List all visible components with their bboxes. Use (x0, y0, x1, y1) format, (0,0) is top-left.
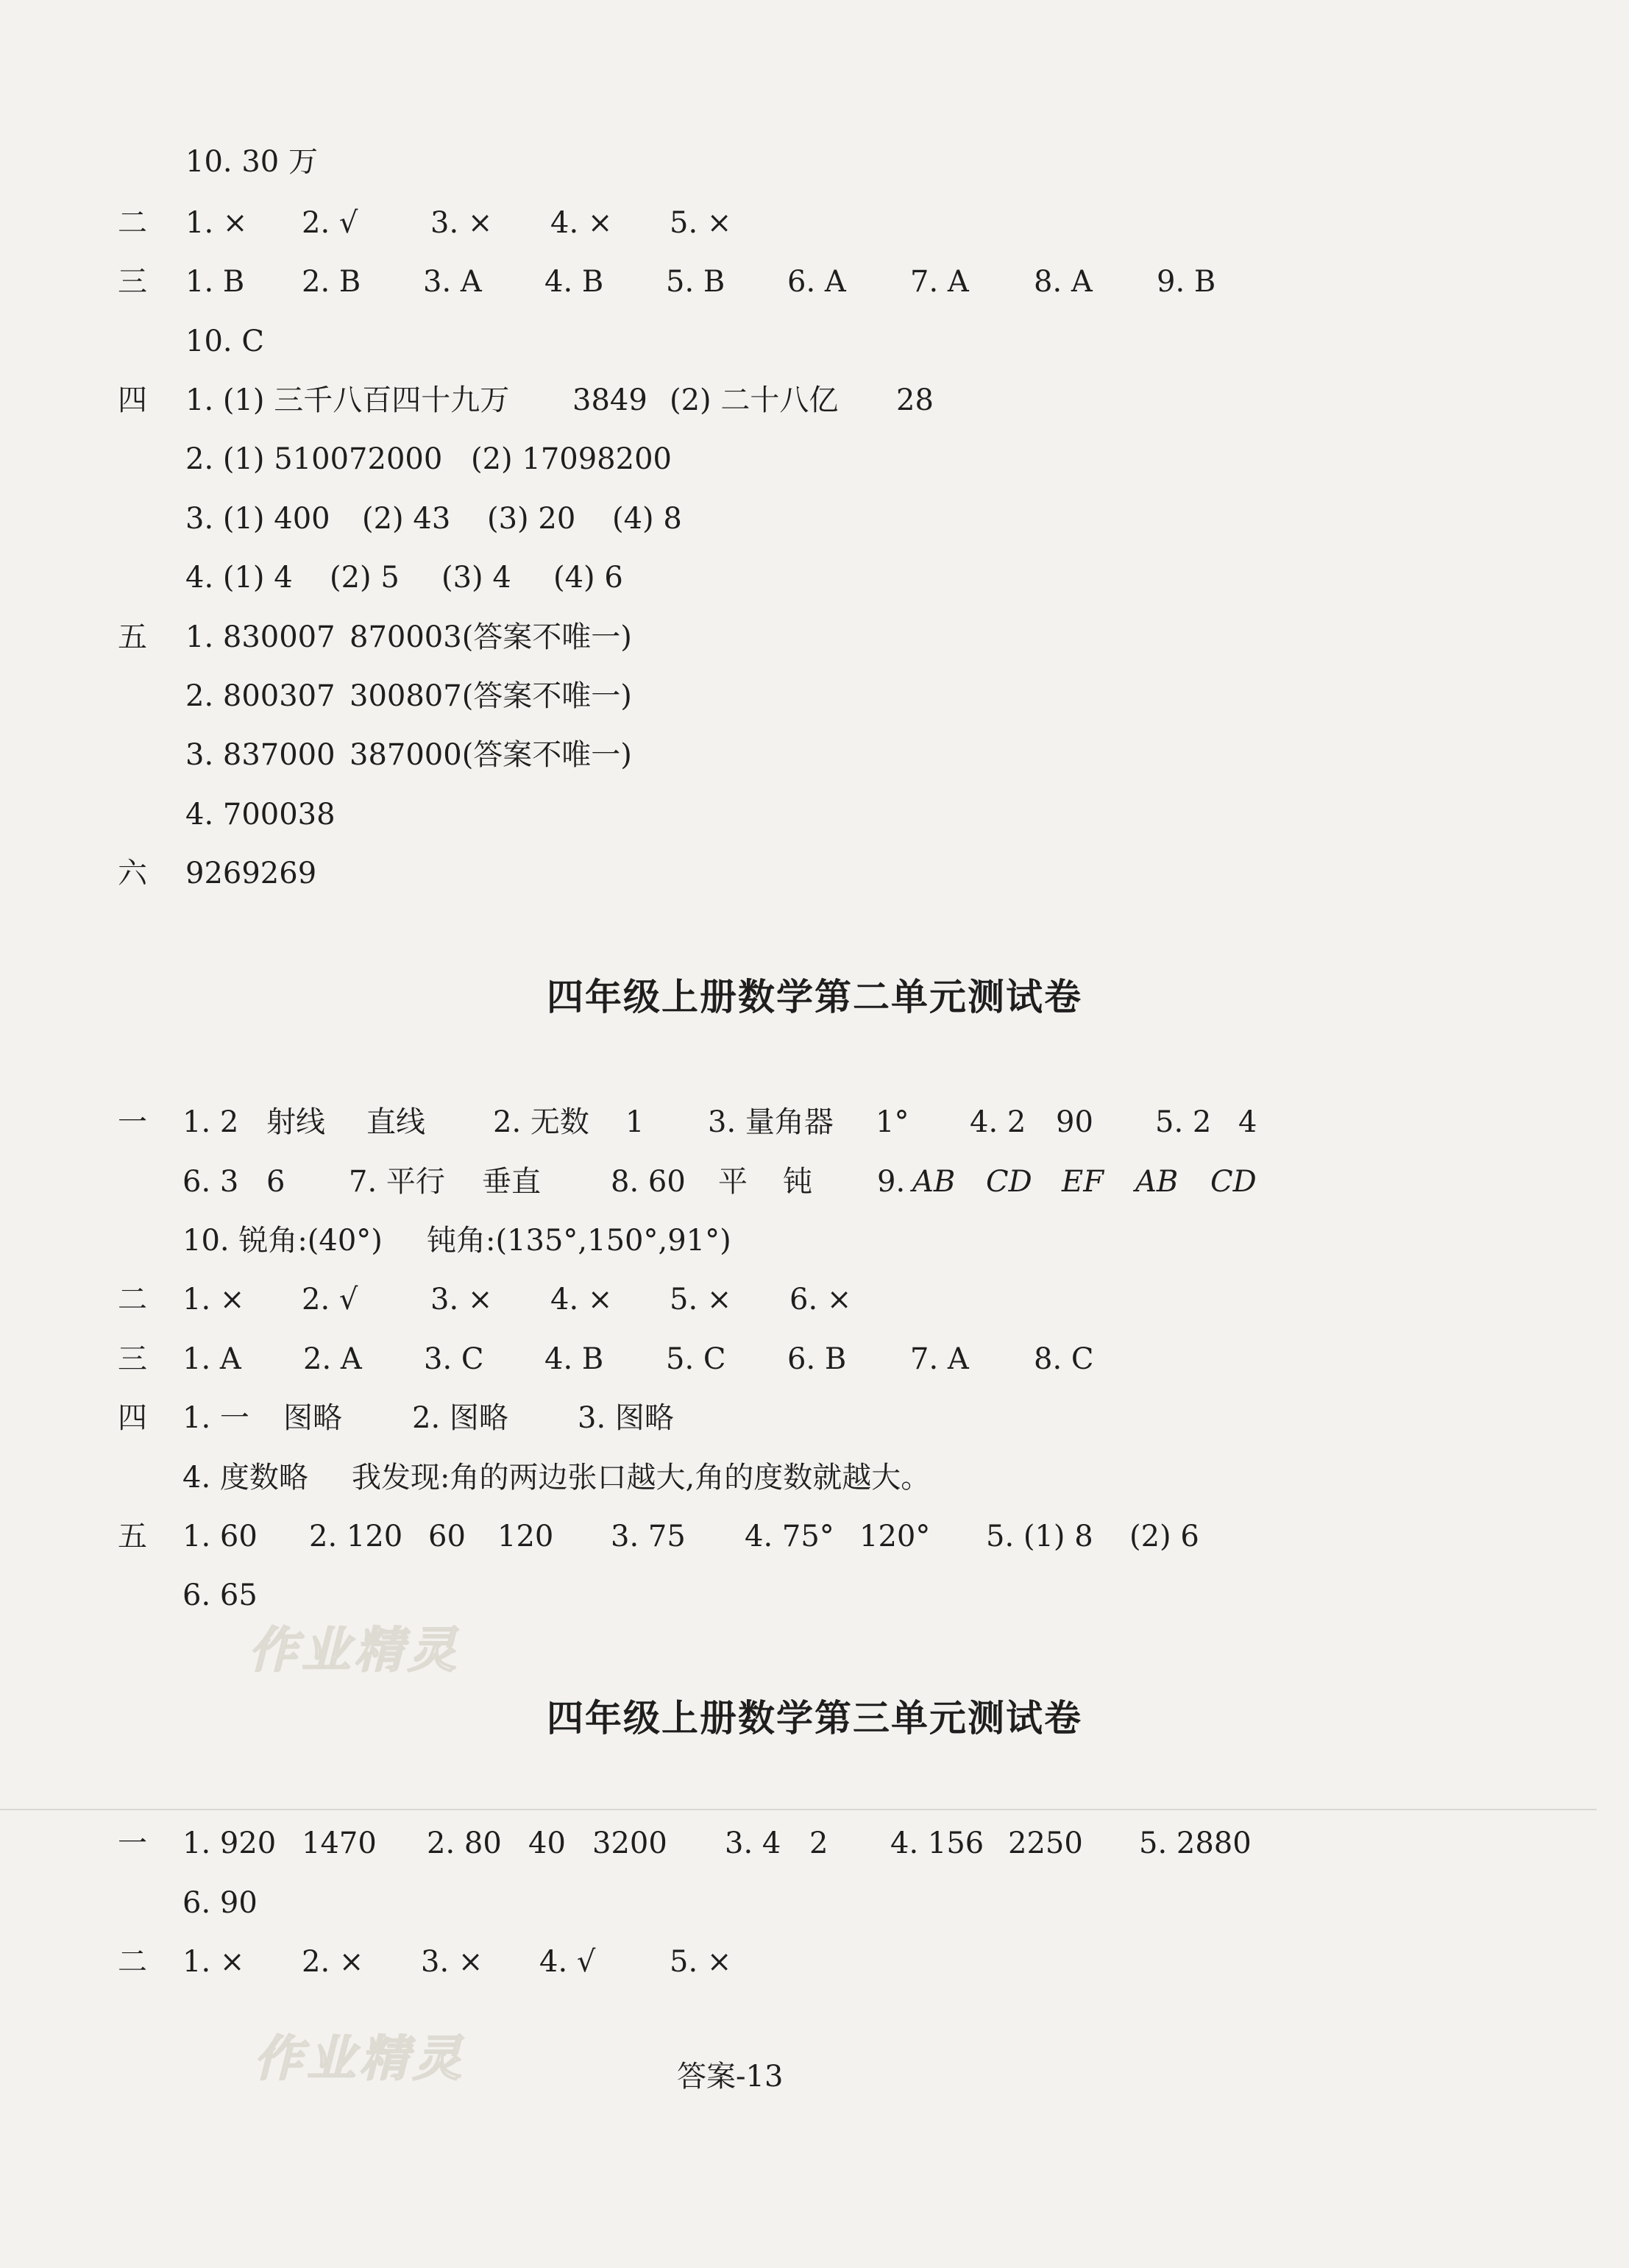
answer: 387000(答案不唯一) (349, 738, 632, 772)
answer: 4. B (544, 1342, 604, 1376)
answer: 3. A (423, 265, 482, 299)
answer: 3. (1) 400 (185, 502, 330, 536)
answer: 3. 75 (611, 1520, 686, 1553)
answer: 钝 (783, 1165, 812, 1199)
answer: 1. × (182, 1945, 245, 1979)
section-label: 一 (118, 1826, 147, 1860)
answer: 60 (428, 1520, 466, 1553)
answer: 5. B (666, 265, 725, 299)
answer: 1. A (182, 1342, 241, 1376)
answer: 90 (1056, 1105, 1093, 1139)
answer: (3) 20 (487, 502, 576, 536)
section-label: 四 (118, 1401, 147, 1435)
answer: 2. 800307 (185, 679, 336, 713)
answer: 5. 2 (1155, 1105, 1212, 1139)
answer: 2 (809, 1826, 828, 1860)
answer: (4) 6 (553, 561, 623, 595)
answer: 2. √ (302, 206, 358, 240)
answer: 1 (625, 1105, 645, 1139)
answer: 4. (1) 4 (185, 561, 293, 595)
answer: 1. 2 (182, 1105, 239, 1139)
answer: 3. 图略 (578, 1401, 674, 1435)
divider (0, 1809, 1597, 1810)
answer: 2. A (303, 1342, 362, 1376)
answer: 3. × (430, 206, 493, 240)
answer: 5. × (670, 1283, 732, 1316)
answer: 6. 65 (182, 1578, 258, 1612)
answer: 10. C (185, 325, 264, 358)
answer: (2) 17098200 (471, 442, 672, 476)
answer: 7. 平行 (349, 1165, 445, 1199)
answer: 8. C (1034, 1342, 1094, 1376)
answer: AB (912, 1165, 956, 1199)
unit-title: 四年级上册数学第三单元测试卷 (547, 1697, 1082, 1740)
answer: (2) 二十八亿 (670, 383, 839, 417)
answer: 4 (1238, 1105, 1257, 1139)
answer: 2. B (302, 265, 361, 299)
answer: 5. 2880 (1139, 1826, 1252, 1860)
answer: CD (986, 1165, 1032, 1199)
answer: (2) 43 (362, 502, 451, 536)
answer: 9269269 (185, 857, 317, 890)
section-label: 五 (118, 1520, 147, 1553)
answer: CD (1210, 1165, 1257, 1199)
answer: AB (1135, 1165, 1179, 1199)
answer: 9. B (1157, 265, 1216, 299)
section-label: 四 (118, 383, 147, 417)
answer: 4. 156 (890, 1826, 984, 1860)
answer: 2. 80 (427, 1826, 502, 1860)
answer: EF (1062, 1165, 1104, 1199)
answer: 3. 837000 (185, 738, 336, 772)
answer: 4. × (550, 1283, 613, 1316)
answer: 2250 (1008, 1826, 1083, 1860)
answer: 6 (266, 1165, 285, 1199)
answer: 1470 (302, 1826, 377, 1860)
answer: (2) 5 (330, 561, 400, 595)
answer: 40 (528, 1826, 566, 1860)
unit-title: 四年级上册数学第二单元测试卷 (547, 976, 1082, 1018)
answer: 3. × (430, 1283, 493, 1316)
answer: 120° (859, 1520, 931, 1553)
section-label: 三 (118, 265, 147, 299)
answer: 垂直 (482, 1165, 541, 1199)
answer: 1. B (185, 265, 245, 299)
section-label: 二 (118, 206, 147, 240)
answer: 1. × (185, 206, 248, 240)
answer: 8. 60 (611, 1165, 686, 1199)
section-label: 三 (118, 1342, 147, 1376)
answer: 870003(答案不唯一) (349, 620, 632, 654)
answer: 2. √ (302, 1283, 358, 1316)
answer: 1. 920 (182, 1826, 277, 1860)
answer: (3) 4 (441, 561, 511, 595)
answer: 3. C (424, 1342, 484, 1376)
answer: 3849 (572, 383, 647, 417)
answer: 3. × (421, 1945, 483, 1979)
answer: 6. × (789, 1283, 852, 1316)
answer: 6. 3 (182, 1165, 239, 1199)
answer: 4. √ (539, 1945, 596, 1979)
answer: 1. 60 (182, 1520, 258, 1553)
answer: 我发现:角的两边张口越大,角的度数就越大。 (352, 1461, 931, 1495)
answer: 1. 一 (182, 1401, 249, 1435)
page-number: 答案-13 (677, 2060, 784, 2094)
answer: 2. 无数 (493, 1105, 589, 1139)
answer: 5. × (670, 206, 732, 240)
answer: 6. B (787, 1342, 847, 1376)
answer: 2. 图略 (412, 1401, 508, 1435)
answer: 4. 75° (745, 1520, 834, 1553)
answer: 9. (877, 1165, 906, 1199)
answer: 2. 120 (309, 1520, 403, 1553)
answer: 4. 度数略 (182, 1461, 308, 1495)
answer: 4. B (544, 265, 604, 299)
answer: 5. C (666, 1342, 726, 1376)
answer: 直线 (366, 1105, 425, 1139)
answer: (4) 8 (612, 502, 682, 536)
section-label: 二 (118, 1945, 147, 1979)
answer: 钝角:(135°,150°,91°) (427, 1224, 731, 1258)
answer: 3. 量角器 (708, 1105, 834, 1139)
answer: 28 (896, 383, 934, 417)
answer: 6. A (787, 265, 846, 299)
answer: 图略 (283, 1401, 342, 1435)
answer: 6. 90 (182, 1886, 258, 1920)
section-label: 一 (118, 1105, 147, 1139)
answer: 8. A (1034, 265, 1093, 299)
answer: 5. (1) 8 (986, 1520, 1093, 1553)
section-label: 二 (118, 1283, 147, 1316)
answer: 300807(答案不唯一) (349, 679, 632, 713)
answer: 10. 30 万 (185, 145, 318, 179)
answer: 2. × (302, 1945, 364, 1979)
answer: 1. (1) 三千八百四十九万 (185, 383, 510, 417)
answer: 1. × (182, 1283, 245, 1316)
answer: 120 (497, 1520, 554, 1553)
answer: (2) 6 (1129, 1520, 1199, 1553)
answer: 5. × (670, 1945, 732, 1979)
section-label: 六 (118, 857, 147, 890)
answer: 2. (1) 510072000 (185, 442, 443, 476)
answer: 7. A (910, 1342, 969, 1376)
answer: 1. 830007 (185, 620, 336, 654)
answer: 平 (718, 1165, 748, 1199)
answer: 7. A (910, 265, 969, 299)
answer: 3. 4 (725, 1826, 781, 1860)
answer: 4. 2 (970, 1105, 1026, 1139)
answer: 4. × (550, 206, 613, 240)
answer: 射线 (266, 1105, 325, 1139)
watermark: 作业精灵 (254, 2030, 466, 2087)
answer: 10. 锐角:(40°) (182, 1224, 383, 1258)
section-label: 五 (118, 620, 147, 654)
answer: 4. 700038 (185, 798, 336, 832)
watermark: 作业精灵 (249, 1622, 461, 1679)
answer: 1° (876, 1105, 909, 1139)
answer: 3200 (592, 1826, 667, 1860)
